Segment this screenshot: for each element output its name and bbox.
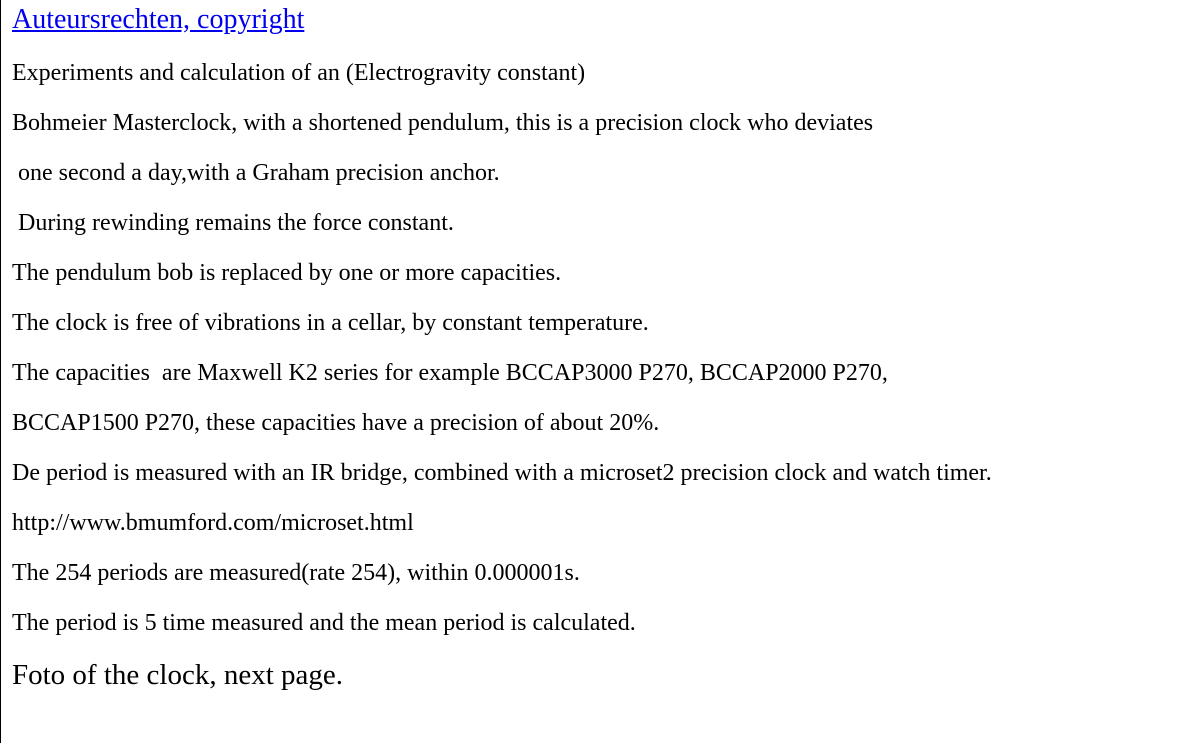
text-line-8: BCCAP1500 P270, these capacities have a precision of about 20%. [12, 410, 660, 436]
text-line-4: During rewinding remains the force constant. [12, 210, 454, 236]
text-line-12: The period is 5 time measured and the mean period is calculated. [12, 610, 636, 636]
text-line-1: Experiments and calculation of an (Electrogravity constant) [12, 60, 586, 86]
footer-line: Foto of the clock, next page. [12, 659, 343, 691]
text-line-2: Bohmeier Masterclock, with a shortened pendulum, this is a precision clock who deviates [12, 110, 874, 136]
text-line-3: one second a day,with a Graham precision anchor. [12, 160, 500, 186]
text-line-9: De period is measured with an IR bridge, combined with a microset2 precision clock and watch timer. [12, 460, 992, 486]
text-line-11: The 254 periods are measured(rate 254), within 0.000001s. [12, 560, 580, 586]
text-line-6: The clock is free of vibrations in a cellar, by constant temperature. [12, 310, 649, 336]
text-line-10: http://www.bmumford.com/microset.html [12, 510, 414, 536]
copyright-link[interactable]: Auteursrechten, copyright [12, 4, 305, 35]
text-line-5: The pendulum bob is replaced by one or more capacities. [12, 260, 562, 286]
text-line-7: The capacities are Maxwell K2 series for example BCCAP3000 P270, BCCAP2000 P270, [12, 360, 888, 386]
